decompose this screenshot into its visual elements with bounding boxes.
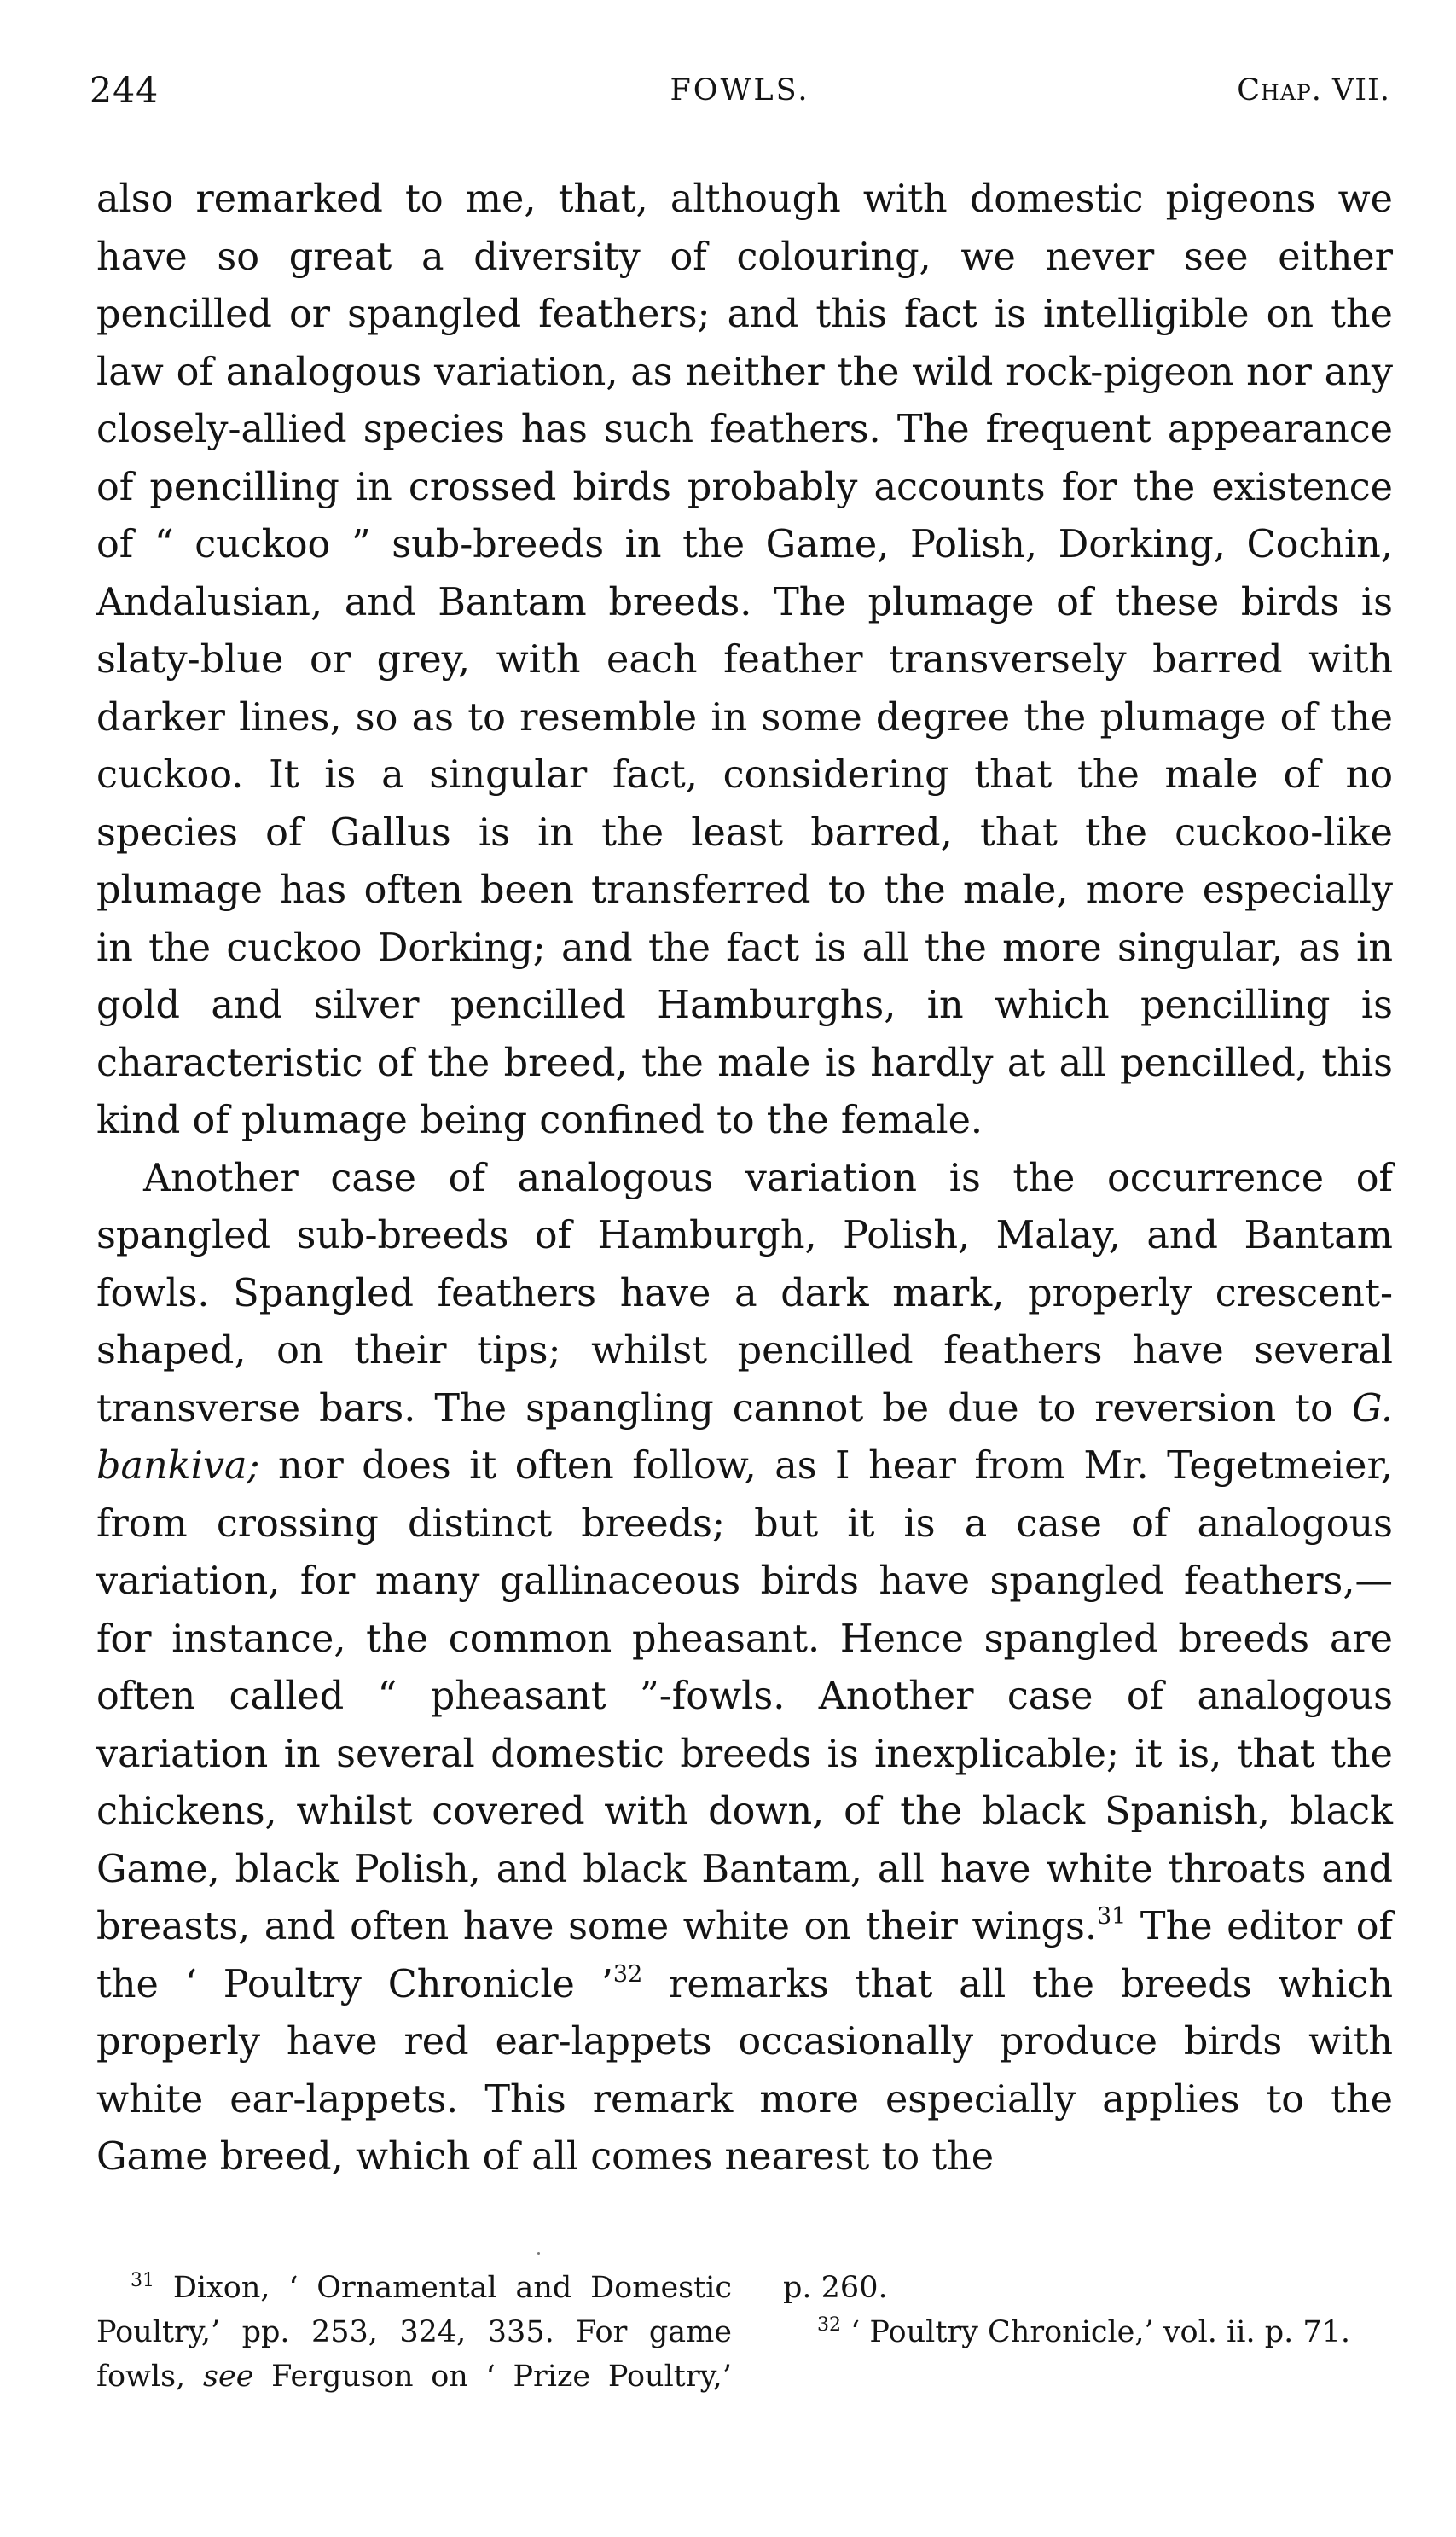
- footnote-31-text-3b: Ferguson on ‘ Prize Poultry,’: [271, 2360, 732, 2394]
- footnote-ref-31[interactable]: 31: [1096, 1903, 1127, 1930]
- footnote-32-line: [783, 2310, 1393, 2354]
- footnote-31-text-2: Poultry,’ pp. 253, 324, 335. For game: [96, 2315, 732, 2349]
- footnote-32-marker: 32: [817, 2314, 841, 2336]
- species-name: G. bankiva;: [96, 1386, 1393, 1488]
- footnotes: [96, 2266, 1393, 2436]
- paragraph-2-text-d: remarks that all the breeds which properly have red ear-lappets occasionally produce birds with white ear-lappets. This remark more especially applies to the Game breed, which of all comes nearest to the: [96, 1962, 1393, 2179]
- footnote-31-continuation: p. 260.: [783, 2271, 888, 2305]
- page-number: 244: [90, 70, 160, 111]
- footnote-31-line-2: [96, 2310, 732, 2354]
- footnote-ref-32[interactable]: 32: [612, 1960, 643, 1988]
- footnote-column-right: [783, 2266, 1393, 2354]
- footnote-32-text: ‘ Poultry Chronicle,’ vol. ii. p. 71.: [850, 2315, 1351, 2349]
- footnote-divider-mark: [537, 2252, 540, 2255]
- running-title: FOWLS.: [670, 73, 810, 107]
- body-text: [96, 171, 1393, 2186]
- chapter-label: Chap. VII.: [1237, 73, 1390, 107]
- paragraph-2: [96, 1150, 1393, 2186]
- footnote-column-left: [96, 2266, 732, 2399]
- paragraph-2-text-b: nor does it often follow, as I hear from Mr. Tegetmeier, from crossing distinct breeds; but it is a case of analogous variation, for many gallinaceous birds have spangled feathers,— for instance, the common pheasant. Hence spangled breeds are often called “ pheasant ”-fowls. Another case of analogous variation in several domestic breeds is inexplicable; it is, that the chickens, whilst covered with down, of the black Spanish, black Game, black Polish, and black Bantam, all have white throats and breasts, and often have some white on their wings.: [96, 1444, 1393, 1948]
- footnote-31-line-1: [96, 2266, 732, 2310]
- footnote-31-line-3: [96, 2354, 732, 2399]
- footnote-31-see: see: [203, 2360, 254, 2394]
- paragraph-1-text: also remarked to me, that, although with domestic pigeons we have so great a diversity of colouring, we never see either pencilled or spangled feathers; and this fact is intelligible on the law of analogous variation, as neither the wild rock-pigeon nor any closely-allied species has such feathers. The frequent appearance of pencilling in crossed birds probably accounts for the existence of “ cuckoo ” sub-breeds in the Game, Polish, Dorking, Cochin, Andalusian, and Bantam breeds. The plumage of these birds is slaty-blue or grey, with each feather transversely barred with darker lines, so as to resemble in some degree the plumage of the cuckoo. It is a singular fact, considering that the male of no species of Gallus is in the least barred, that the cuckoo-like plumage has often been transferred to the male, more especially in the cuckoo Dorking; and the fact is all the more singular, as in gold and silver pencilled Hamburghs, in which pencilling is characteristic of the breed, the male is hardly at all pencilled, this kind of plumage being confined to the female.: [96, 177, 1393, 1142]
- footnote-31-text-1: Dixon, ‘ Ornamental and Domestic: [172, 2271, 732, 2305]
- paragraph-2-text-a: Another case of analogous variation is the occurrence of spangled sub-breeds of Hamburgh, Polish, Malay, and Bantam fowls. Spangled feathers have a dark mark, properly crescent-shaped, on their tips; whilst pencilled feathers have several transverse bars. The spangling cannot be due to reversion to: [96, 1156, 1393, 1431]
- paragraph-1: [96, 171, 1393, 1150]
- running-header: [90, 70, 1390, 121]
- paragraph-2-text-c: The editor of the ‘ Poultry Chronicle ’: [96, 1905, 1393, 2006]
- footnote-31-marker: 31: [131, 2270, 154, 2291]
- footnote-31-text-3a: fowls,: [96, 2360, 186, 2394]
